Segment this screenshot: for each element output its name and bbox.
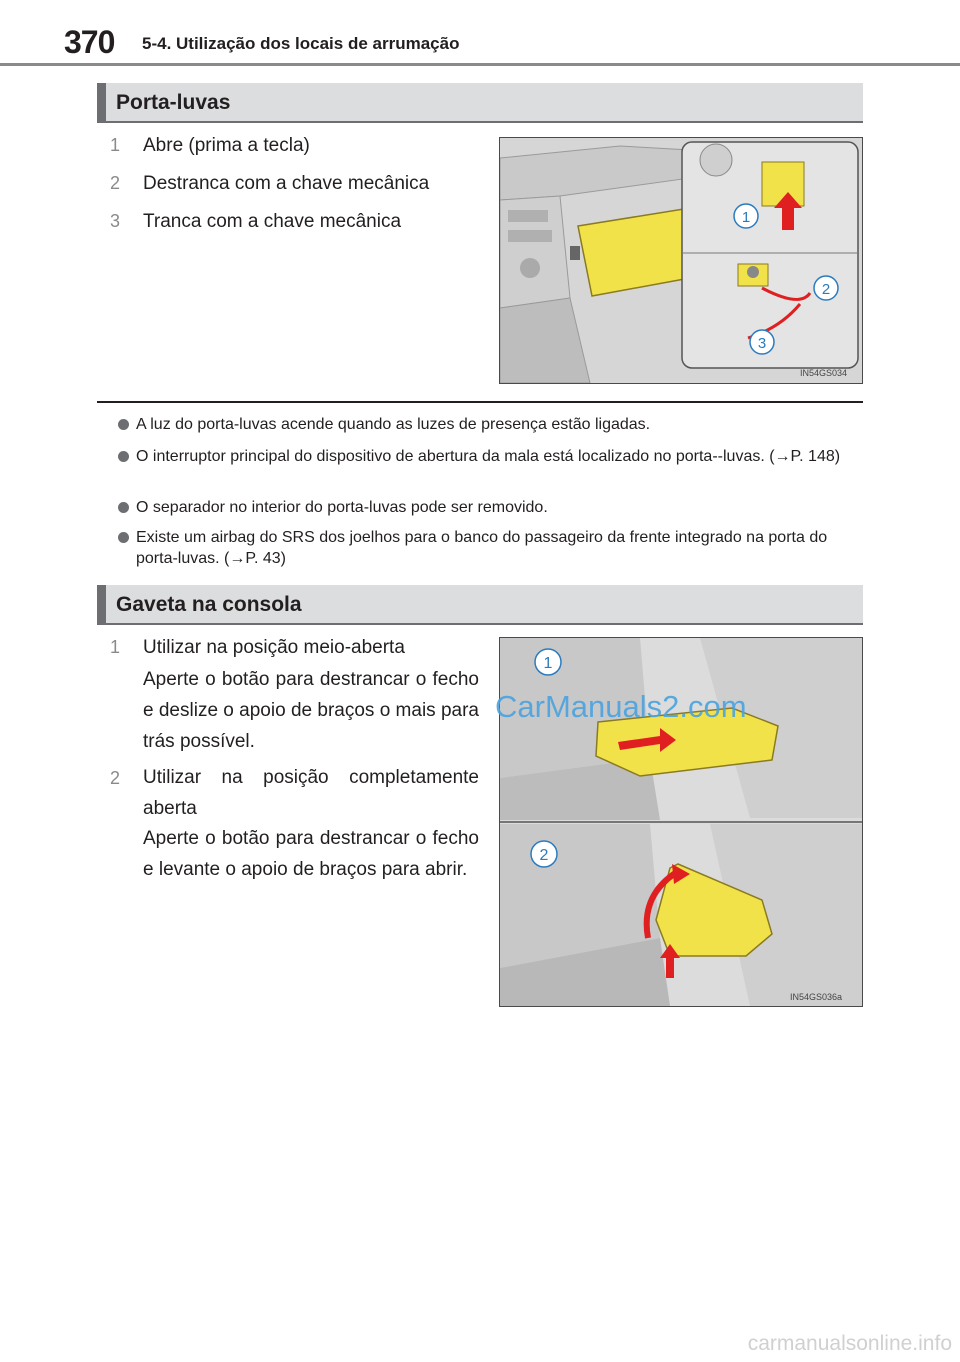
note-text: O separador no interior do porta-luvas pode ser removido. xyxy=(136,499,548,516)
bullet-dot-icon xyxy=(118,532,129,543)
section-heading-porta-luvas xyxy=(97,83,863,123)
bullet-dot-icon xyxy=(118,451,129,462)
section-title: Gaveta na consola xyxy=(116,593,302,616)
page-header xyxy=(0,0,960,68)
glovebox-drawing xyxy=(500,138,862,383)
note-text: A luz do porta-luvas acende quando as luzes de presença estão ligadas. xyxy=(136,416,651,433)
item-number: 2 xyxy=(110,768,121,788)
section-title: Porta-luvas xyxy=(116,91,231,114)
note-item xyxy=(118,497,866,518)
glovebox-illustration xyxy=(499,137,863,384)
svg-text:1: 1 xyxy=(543,655,553,672)
item-number: 1 xyxy=(110,637,121,657)
item-heading: Utilizar na posição completamente aberta xyxy=(143,767,479,819)
item-number: 3 xyxy=(110,211,121,231)
note-text: Existe um airbag do SRS dos joelhos para o banco do passageiro da frente integrado na porta do porta-luvas. (→P. 43) xyxy=(136,529,828,567)
figure-code: IN54GS036a xyxy=(790,992,843,1002)
item-number: 1 xyxy=(110,135,121,155)
chapter-title: 5-4. Utilização dos locais de arrumação xyxy=(142,34,460,53)
item-number: 2 xyxy=(110,173,121,193)
section-accent xyxy=(97,585,106,623)
page-number: 370 xyxy=(64,24,115,60)
section-heading-gaveta-na-consola xyxy=(97,585,863,625)
item-text: Aperte o botão para destrancar o fecho e levante o apoio de braços para abrir. xyxy=(143,828,479,880)
figure-code: IN54GS034 xyxy=(800,368,848,378)
svg-text:3: 3 xyxy=(757,335,767,352)
note-item xyxy=(118,527,866,569)
footer-watermark: carmanualsonline.info xyxy=(747,1332,952,1355)
note-item xyxy=(118,414,866,435)
notes-rule xyxy=(97,401,863,403)
item-text: Destranca com a chave mecânica xyxy=(143,173,430,194)
svg-text:1: 1 xyxy=(741,209,751,226)
note-item xyxy=(118,446,866,467)
item-text: Abre (prima a tecla) xyxy=(143,135,310,156)
header-rule xyxy=(0,63,960,66)
watermark-text: CarManuals2.com xyxy=(495,689,747,724)
item-heading: Utilizar na posição meio-aberta xyxy=(143,637,405,658)
svg-text:2: 2 xyxy=(821,281,831,298)
item-text: Aperte o botão para destrancar o fecho e deslize o apoio de braços o mais para trás possível. xyxy=(143,669,479,752)
bullet-dot-icon xyxy=(118,419,129,430)
note-text: O interruptor principal do dispositivo de abertura da mala está localizado no porta--luvas. (→P. 148) xyxy=(136,448,841,465)
bullet-dot-icon xyxy=(118,502,129,513)
svg-text:2: 2 xyxy=(539,847,549,864)
item-text: Tranca com a chave mecânica xyxy=(143,211,402,232)
section-accent xyxy=(97,83,106,121)
